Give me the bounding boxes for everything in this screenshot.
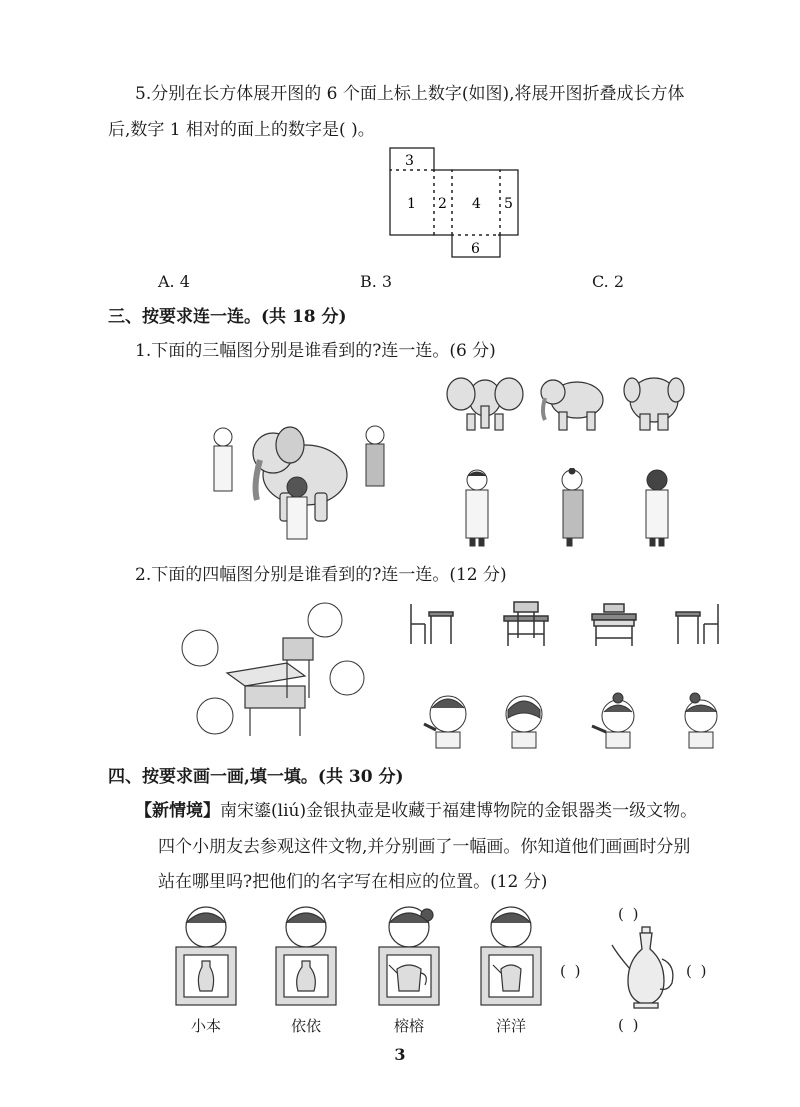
elephant-back-view [622,372,687,434]
ewer-illustration [610,925,682,1010]
answer-blank-bottom[interactable]: ( ) [618,1016,641,1034]
child-name-rongrong: 榕榕 [393,1017,424,1035]
q5-option-a[interactable]: A. 4 [158,272,190,291]
child-xiaoben-with-picture [172,905,240,1010]
answer-blank-left[interactable]: ( ) [560,962,583,980]
desk-view-side-right [672,600,724,648]
section4-heading: 四、按要求画一画,填一填。(共 30 分) [108,767,404,787]
net-label-3: 3 [405,153,414,169]
child-boy-pointing-left [420,690,470,750]
elephant-front-view [445,372,525,434]
net-label-4: 4 [472,196,481,212]
desk-view-front-desk [588,600,640,648]
net-label-2: 2 [438,196,447,212]
child-boy-front [460,468,494,548]
elephant-side-view [537,372,607,434]
section3-heading: 三、按要求连一连。(共 18 分) [108,307,347,327]
new-context-tag: 【新情境】 [135,801,220,821]
child-girl-pointing [590,690,640,750]
net-label-5: 5 [504,196,513,212]
desk-scene-illustration [175,598,375,753]
sec4-q1-line2: 四个小朋友去参观这件文物,并分别画了一幅画。你知道他们画画时分别 [158,837,691,857]
net-label-1: 1 [407,196,416,212]
child-rongrong-with-picture [375,905,443,1010]
net-label-6: 6 [471,241,480,257]
sec4-q1-line1 [135,801,697,821]
sec3-q2-prompt: 2.下面的四幅图分别是谁看到的?连一连。(12 分) [135,565,507,585]
answer-blank-top[interactable]: ( ) [618,905,641,923]
sec4-q1-line3: 站在哪里吗?把他们的名字写在相应的位置。(12 分) [158,872,548,892]
child-boy-back-head [500,690,550,750]
child-name-yiyi: 依依 [290,1017,321,1035]
sec3-q1-prompt: 1.下面的三幅图分别是谁看到的?连一连。(6 分) [135,341,496,361]
q5-option-b[interactable]: B. 3 [360,272,393,291]
answer-blank-right[interactable]: ( ) [686,962,709,980]
q5-option-c[interactable]: C. 2 [592,272,625,291]
child-girl-side-head [675,690,725,750]
child-name-xiaoben: 小本 [190,1017,221,1035]
child-boy-back [640,468,674,548]
child-girl-side [555,468,589,548]
sec4-q1-line1-text: 南宋鎏(liú)金银执壶是收藏于福建博物院的金银器类一级文物。 [220,801,698,821]
q5-line2: 后,数字 1 相对的面上的数字是( )。 [108,120,375,140]
desk-view-side-left [405,600,457,648]
child-yangyang-with-picture [477,905,545,1010]
desk-view-front-chair [500,600,552,648]
page-number: 3 [394,1045,406,1064]
child-name-yangyang: 洋洋 [495,1017,526,1035]
q5-line1: 5.分别在长方体展开图的 6 个面上标上数字(如图),将展开图折叠成长方体 [135,84,685,104]
child-yiyi-with-picture [272,905,340,1010]
cuboid-net-figure [385,145,525,260]
elephant-scene-illustration [205,415,400,545]
